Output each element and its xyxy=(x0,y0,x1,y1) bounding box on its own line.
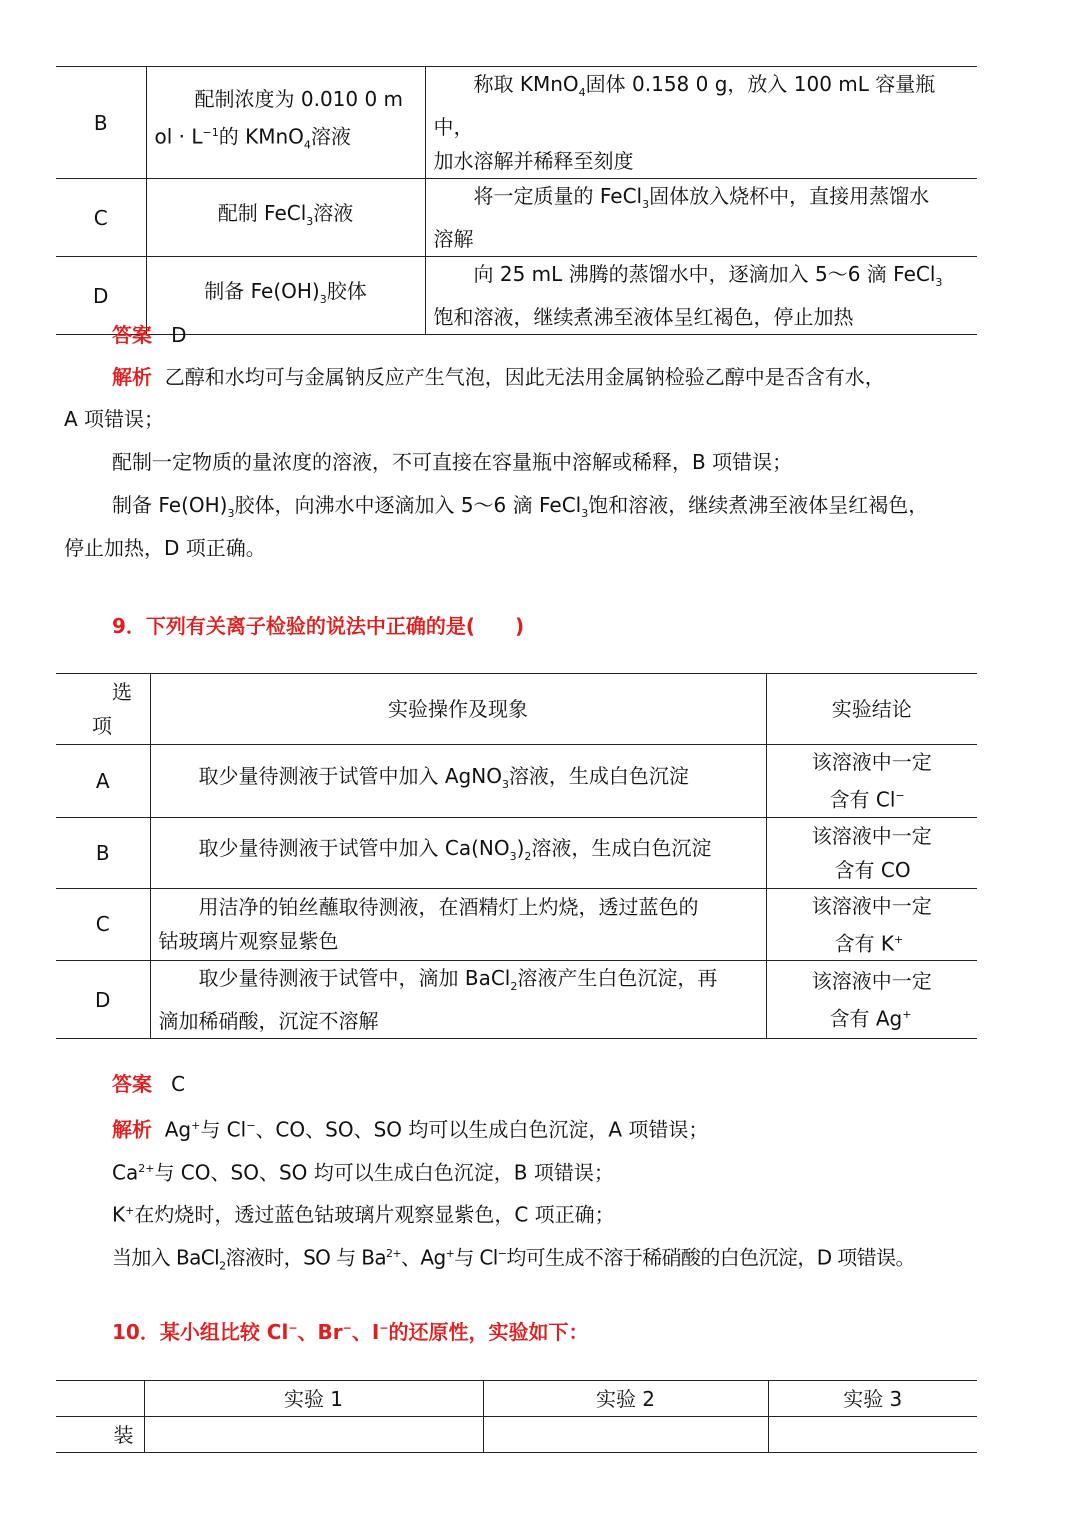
purpose-cell: 配制浓度为 0.010 0 m ol · $L^{-1}$的 KMnO$_4$溶液 xyxy=(146,67,425,179)
table-cell xyxy=(483,1417,768,1453)
conclusion-cell: 该溶液中一定 含有 Ag+ xyxy=(766,961,977,1039)
header-experiment-3: 实验 3 xyxy=(768,1381,977,1417)
analysis-line: 解析 Ag+与 Cl−、CO、SO、SO 均可以生成白色沉淀，A 项错误； xyxy=(112,1117,709,1142)
question-title: 9．下列有关离子检验的说法中正确的是( ) xyxy=(112,614,525,638)
table-row xyxy=(56,179,977,257)
table-row xyxy=(56,257,977,335)
comparison-table xyxy=(56,1380,977,1453)
analysis-line: 制备 $Fe(OH)_3$胶体，向沸水中逐滴加入 5～6 滴 FeCl$_3$饱和溶液，继续煮沸至液体呈红褐色， xyxy=(112,493,929,520)
operation-cell: 取少量待测液于试管中加入 AgNO$_3$溶液，生成白色沉淀 xyxy=(150,745,766,818)
table-row xyxy=(56,745,977,818)
table-cell xyxy=(144,1417,483,1453)
analysis-line: 解析 乙醇和水均可与金属钠反应产生气泡，因此无法用金属钠检验乙醇中是否含有水， xyxy=(112,365,885,389)
purpose-cell: 配制 FeCl$_3$溶液 xyxy=(146,179,425,257)
table-row xyxy=(56,817,977,888)
question-title: 10．某小组比较 Cl−、Br−、I−的还原性，实验如下： xyxy=(112,1320,589,1344)
option-cell: C xyxy=(56,179,146,257)
analysis-line: $Ca^{2+}$与 CO、SO、SO 均可以生成白色沉淀，B 项错误； xyxy=(112,1160,614,1185)
option-cell: B xyxy=(56,67,146,179)
table-row xyxy=(56,961,977,1039)
header-operation: 实验操作及现象 xyxy=(150,674,766,745)
ion-test-table xyxy=(56,673,977,1039)
analysis-line: K+在灼烧时，透过蓝色钴玻璃片观察显紫色，C 项正确； xyxy=(112,1202,615,1227)
blank-cell xyxy=(56,1381,144,1417)
purpose-cell: 制备 $Fe(OH)_3$胶体 xyxy=(146,257,425,335)
answer-label: 答案 xyxy=(112,1072,152,1096)
analysis-label: 解析 xyxy=(112,1117,152,1142)
answer-value: D xyxy=(171,323,187,347)
analysis-line: 停止加热，D 项正确。 xyxy=(64,536,266,560)
answer-value: C xyxy=(171,1072,186,1096)
answer-label: 答案 xyxy=(112,323,152,347)
option-cell: C xyxy=(56,888,150,961)
header-experiment-1: 实验 1 xyxy=(144,1381,483,1417)
answer-line xyxy=(112,1063,185,1105)
analysis-label: 解析 xyxy=(112,365,152,389)
option-cell: D xyxy=(56,961,150,1039)
conclusion-cell: 该溶液中一定 含有 Cl− xyxy=(766,745,977,818)
table-row xyxy=(56,67,977,179)
method-cell: 向 25 mL 沸腾的蒸馏水中，逐滴加入 5～6 滴 FeCl$_3$ 饱和溶液，继续煮沸至液体呈红褐色，停止加热 xyxy=(425,257,977,335)
option-cell: B xyxy=(56,817,150,888)
method-cell: 将一定质量的 FeCl$_3$固体放入烧杯中，直接用蒸馏水 溶解 xyxy=(425,179,977,257)
operation-cell: 取少量待测液于试管中加入 $Ca(NO_3)_2$溶液，生成白色沉淀 xyxy=(150,817,766,888)
operation-cell: 取少量待测液于试管中，滴加 BaCl$_2$溶液产生白色沉淀，再 滴加稀硝酸，沉淀不溶解 xyxy=(150,961,766,1039)
row-label: 装 xyxy=(56,1417,144,1453)
table-row xyxy=(56,888,977,961)
table-header-row xyxy=(56,1381,977,1417)
header-conclusion: 实验结论 xyxy=(766,674,977,745)
analysis-line: 当加入 BaCl$_2$溶液时，SO 与 $Ba^{2+}$、Ag+与 Cl−均可生成不溶于稀硝酸的白色沉淀，D 项错误。 xyxy=(112,1245,915,1273)
header-option: 选 项 xyxy=(56,674,150,745)
table-header-row xyxy=(56,674,977,745)
table-row xyxy=(56,1417,977,1453)
conclusion-cell: 该溶液中一定 含有 CO xyxy=(766,817,977,888)
method-cell: 称取 KMnO$_4$固体 0.158 0 g，放入 100 mL 容量瓶中， 加水溶解并稀释至刻度 xyxy=(425,67,977,179)
option-cell: D xyxy=(56,257,146,335)
analysis-line: A 项错误； xyxy=(64,407,165,431)
option-cell: A xyxy=(56,745,150,818)
table-cell xyxy=(768,1417,977,1453)
header-experiment-2: 实验 2 xyxy=(483,1381,768,1417)
operation-cell: 用洁净的铂丝蘸取待测液，在酒精灯上灼烧，透过蓝色的 钴玻璃片观察显紫色 xyxy=(150,888,766,961)
answer-line xyxy=(112,314,186,356)
conclusion-cell: 该溶液中一定 含有 K+ xyxy=(766,888,977,961)
analysis-line: 配制一定物质的量浓度的溶液，不可直接在容量瓶中溶解或稀释，B 项错误； xyxy=(112,450,793,474)
experiment-table-top xyxy=(56,66,977,335)
